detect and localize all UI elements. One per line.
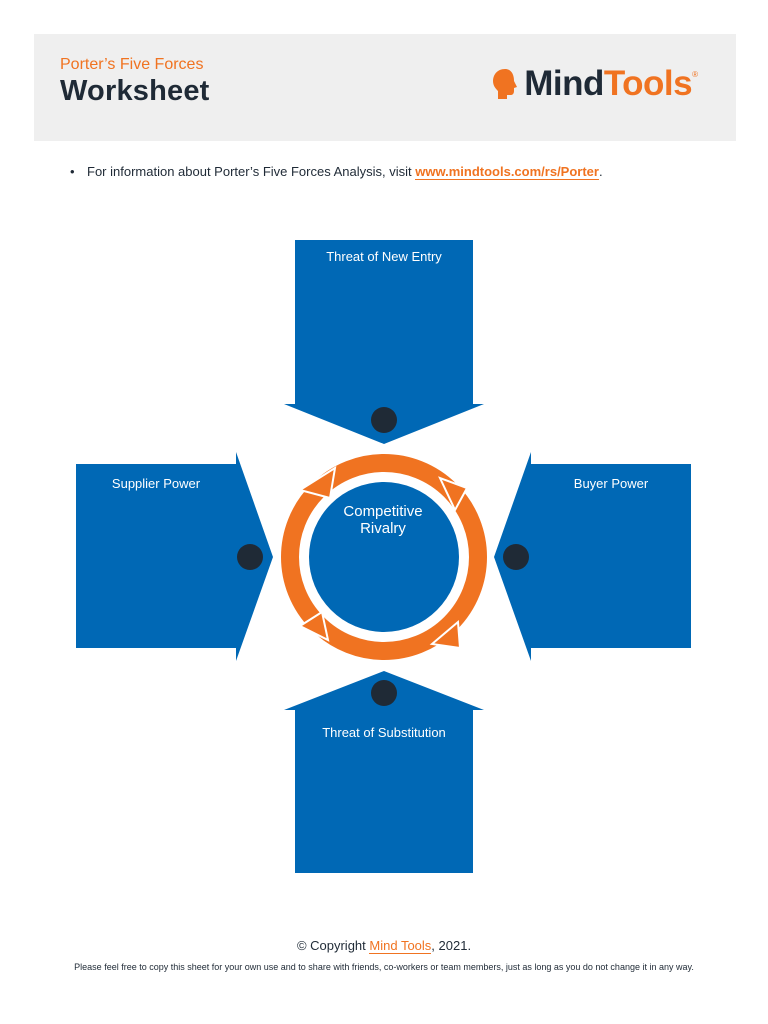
center-line-2: Rivalry	[360, 520, 406, 537]
logo-tools: Tools	[603, 64, 693, 103]
copyright-line	[0, 938, 768, 953]
usage-note: Please feel free to copy this sheet for your own use and to share with friends, co-workers or team members, just as long as you do not change it in any way.	[74, 962, 694, 972]
label-buyer-power: Buyer Power	[573, 476, 649, 491]
center-line-1: Competitive	[343, 503, 423, 520]
porter-link[interactable]: www.mindtools.com/rs/Porter	[415, 164, 599, 179]
copyright-prefix: © Copyright	[296, 938, 370, 953]
mindtools-link[interactable]: Mind Tools	[369, 938, 432, 953]
right-dot	[503, 544, 529, 570]
info-text: For information about Porter’s Five Forces Analysis, visit	[87, 164, 416, 179]
label-threat-of-substitution: Threat of Substitution	[322, 725, 446, 740]
bullet: •	[70, 164, 75, 179]
bottom-dot	[371, 680, 397, 706]
top-dot	[371, 407, 397, 433]
label-supplier-power: Supplier Power	[111, 476, 201, 491]
info-period: .	[598, 164, 603, 179]
page-title: Worksheet	[60, 75, 210, 107]
label-competitive-rivalry	[310, 503, 456, 537]
left-dot	[237, 544, 263, 570]
worksheet-subtitle: Porter’s Five Forces	[60, 56, 204, 73]
registered-mark: ®	[692, 70, 698, 79]
logo-mind: Mind	[524, 64, 604, 103]
label-threat-of-new-entry: Threat of New Entry	[326, 249, 442, 264]
copyright-suffix: , 2021.	[431, 938, 472, 953]
